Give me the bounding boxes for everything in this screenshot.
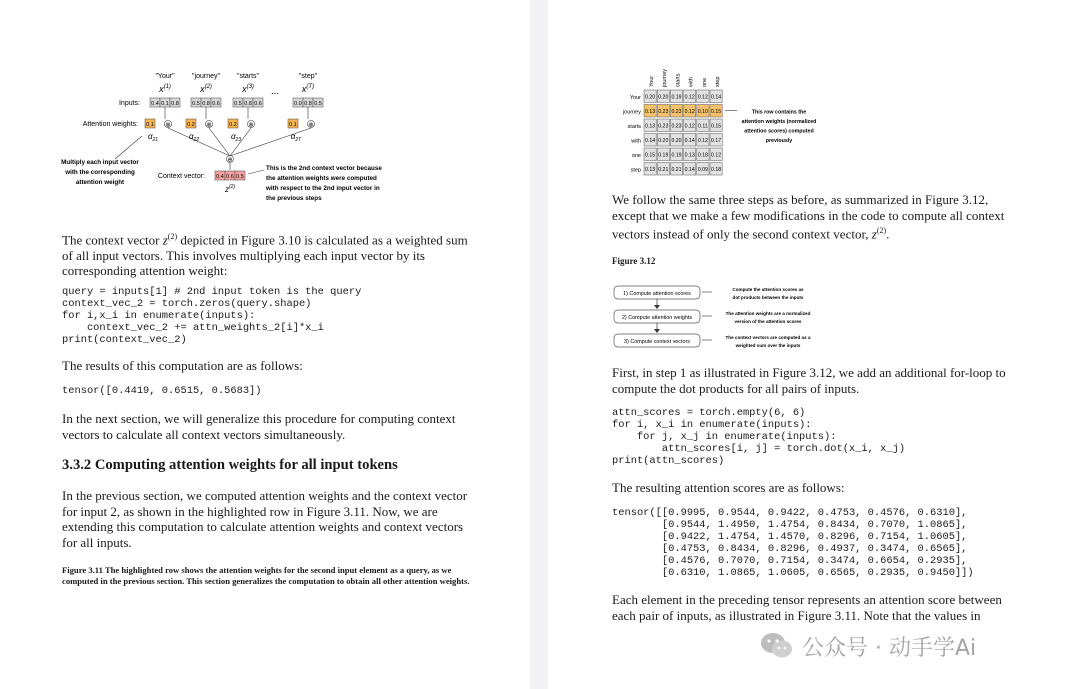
x-label: $x^{(1)}$ [159,84,171,94]
step-label: 1) Compute attention scores [623,291,691,297]
matrix-value: 0.15 [711,123,722,130]
matrix-value: 0.19 [671,152,682,159]
matrix-value: 0.20 [671,138,682,144]
alpha-label: $\alpha_{21}$ [147,132,159,143]
code-block-context-vec: query = inputs[1] # 2nd input token is the query context_vec_2 = torch.zeros(query.shape) for i,x_i in enumerate(inputs): context_vec_2 += attn_weights_2[i]*x_i print(context_vec_2) [62,286,362,346]
step-note-line: Compute the attention scores as [732,287,804,292]
figure-3-11-caption: Figure 3.11 The highlighted row shows the attention weights for the second input element as a query, as we computed in the previous section. This section generalizes the computation to obtain all other attention weights. [62,565,470,586]
matrix-value: 0.15 [645,152,656,159]
step-label: 3) Compute context vectors [624,339,690,345]
right-annotation-line: the attention weights were computed [266,175,377,182]
annotation-arrow [248,170,264,174]
token-label: "Your" [155,73,175,80]
paragraph-previous-section: In the previous section, we computed attention weights and the context vector for input 2, as shown in the highlighted row in Figure 3.11. Now, we are extending this computation to calculate attention weights and context vectors for all inputs. [62,488,468,550]
input-value: 0.5 [234,101,242,107]
matrix-value: 0.23 [671,123,682,130]
context-label: Context vector: [157,173,205,180]
figure-3-10 [60,66,480,206]
paragraph-context-vector: The context vector $z^{(2)}$ depicted in Figure 3.10 is calculated as a weighted sum of all input vectors. This involves multiplying each input vector by its corresponding attention weight: [62,232,468,279]
z-label: $z^{(2)}$ [224,184,236,194]
context-value: 0.6 [226,174,234,180]
matrix-value: 0.12 [684,94,695,101]
column-label: one [701,77,708,87]
step-label: 2) Compute attention weights [621,315,693,321]
sum-symbol: ⊕ [227,157,233,164]
x-label: $x^{(2)}$ [200,84,212,94]
input-value: 0.8 [171,101,179,107]
matrix-value: 0.20 [658,138,669,144]
matrix-value: 0.13 [645,123,656,130]
weight-value: 0.1 [146,122,154,128]
matrix-value: 0.14 [684,138,695,144]
matrix-value: 0.23 [658,123,669,130]
step-note-line: The attention weights are a normalized [725,311,811,316]
multiply-symbol: ⊗ [308,122,314,129]
paragraph-results: The results of this computation are as follows: [62,358,303,373]
row-label: one [631,153,641,159]
matrix-value: 0.17 [711,138,722,144]
input-value: 0.0 [294,101,302,107]
matrix-value: 0.14 [711,94,722,101]
section-heading-3-3-2: 3.3.2 Computing attention weights for all input tokens [62,457,398,473]
matrix-value: 0.11 [698,123,708,130]
figure-3-11 [614,60,854,178]
watermark [760,626,1060,666]
row-label: with [631,138,641,145]
row-label: journey [622,109,641,116]
column-label: Your [649,75,655,87]
input-value: 0.6 [254,101,262,107]
matrix-value: 0.10 [697,109,708,115]
input-value: 0.8 [202,101,210,107]
right-page [548,0,1080,689]
matrix-value: 0.13 [645,109,656,115]
matrix-value: 0.15 [711,109,722,115]
weights-label: Attention weights: [82,121,138,128]
matrix-value: 0.23 [658,109,669,115]
matrix-value: 0.12 [684,109,695,115]
step-note-line: version of the attention scores [734,319,802,324]
ellipsis: ... [270,86,280,97]
x-label: $x^{(T)}$ [301,84,315,94]
annotation-arrow [115,136,142,159]
annotation-line: attention scores) computed [744,128,814,135]
step-note-line: The context vectors are computed as a [725,335,811,340]
token-label: "step" [298,73,318,80]
sum-line [209,128,230,156]
weight-value: 0.2 [187,122,195,128]
matrix-value: 0.23 [671,109,682,115]
left-annotation-line: Multiply each input vector [61,159,139,166]
inputs-label: Inputs: [118,100,140,107]
matrix-value: 0.20 [645,94,656,101]
left-annotation-line: attention weight [75,179,125,186]
annotation-line: attention weights (normalized [741,119,817,125]
row-label: starts [627,124,641,130]
token-label: "starts" [236,73,260,80]
matrix-value: 0.12 [697,138,708,144]
paragraph-step1: First, in step 1 as illustrated in Figure 3.12, we add an additional for-loop to compute the dot products for all pairs of inputs. [612,365,1006,396]
matrix-value: 0.13 [684,152,695,159]
left-annotation-line: with the corresponding [65,169,135,176]
multiply-symbol: ⊗ [206,122,212,129]
input-value: 0.1 [161,101,169,107]
matrix-value: 0.19 [658,152,669,159]
matrix-value: 0.21 [671,167,682,173]
paragraph-resulting-scores: The resulting attention scores are as follows: [612,480,845,495]
alpha-label: $\alpha_{22}$ [188,132,200,143]
column-label: with [688,77,695,87]
multiply-symbol: ⊗ [248,122,254,129]
matrix-value: 0.12 [711,152,722,159]
paragraph-next-section: In the next section, we will generalize this procedure for computing context vectors to calculate all context vectors simultaneously. [62,411,456,442]
matrix-value: 0.18 [697,152,708,159]
paragraph-three-steps: We follow the same three steps as before, as summarized in Figure 3.12, except that we make a few modifications in the code to compute all context vectors instead of only the second context vector, $z^{(2)}$. [612,192,1005,242]
weight-value: 0.2 [229,122,237,128]
matrix-value: 0.14 [645,138,656,144]
input-value: 0.5 [192,101,200,107]
context-value: 0.5 [236,174,244,180]
code-block-tensor-output: tensor([0.4419, 0.6515, 0.5683]) [62,385,262,397]
context-value: 0.4 [216,174,224,180]
watermark-text: 公众号 · 动手学Ai [802,635,977,661]
input-value: 0.4 [151,101,159,107]
matrix-value: 0.18 [711,167,722,173]
step-arrowhead [654,329,660,333]
annotation-line: previously [765,138,793,144]
row-label: Your [629,95,641,101]
column-label: starts [675,73,682,87]
x-label: $x^{(3)}$ [242,84,254,94]
right-annotation-line: with respect to the 2nd input vector in [266,185,380,192]
alpha-label: $\alpha_{2T}$ [290,132,302,143]
right-annotation-line: This is the 2nd context vector because [266,165,382,172]
column-label: journey [662,68,669,87]
matrix-value: 0.13 [645,167,656,173]
matrix-value: 0.20 [658,94,669,101]
input-value: 0.5 [314,101,322,107]
input-value: 0.8 [304,101,312,107]
annotation-line: This row contains the [751,109,807,116]
figure-3-12 [612,282,852,362]
code-block-attn-scores: attn_scores = torch.empty(6, 6) for i, x_i in enumerate(inputs): for j, x_j in enumerate(inputs): attn_scores[i, j] = torch.dot(x_i, x_j) print(attn_scores) [612,407,906,467]
matrix-value: 0.12 [684,123,695,130]
right-annotation-line: the previous steps [266,195,322,202]
matrix-value: 0.14 [684,167,695,173]
weight-value: 0.1 [289,122,297,128]
step-arrowhead [654,305,660,309]
step-note-line: dot products between the inputs [732,295,804,300]
matrix-value: 0.21 [658,167,669,173]
multiply-symbol: ⊗ [165,122,171,129]
matrix-value: 0.09 [697,167,708,173]
step-note-line: weighted sum over the inputs [735,343,801,348]
column-label: step [715,76,721,87]
input-value: 0.6 [212,101,220,107]
row-label: step [630,167,641,174]
matrix-value: 0.12 [697,94,708,101]
matrix-value: 0.19 [671,94,682,101]
token-label: "journey" [192,73,220,80]
code-block-scores-tensor: tensor([[0.9995, 0.9544, 0.9422, 0.4753, 0.4576, 0.6310], [0.9544, 1.4950, 1.4754, 0.8434, 0.7070, 1.0865], [0.9422, 1.4754, 1.4570, 0.8296, 0.7154, 1.0605], [0.4753, 0.8434, 0.8296, 0.4937, 0.3474, 0.6565], [0.4576, 0.7070, 0.7154, 0.3474, 0.6654, 0.2935], [0.6310, 1.0865, 1.0605, 0.6565, 0.2935, 0.9450]]) [612,507,974,579]
paragraph-each-element: Each element in the preceding tensor represents an attention score between each pair of inputs, as illustrated in Figure 3.11. Note that the values in [612,592,1002,623]
left-page [0,0,530,689]
alpha-label: $\alpha_{23}$ [230,132,242,143]
input-value: 0.8 [244,101,252,107]
wechat-icon [760,631,794,661]
figure-3-12-title: Figure 3.12 [612,256,656,266]
